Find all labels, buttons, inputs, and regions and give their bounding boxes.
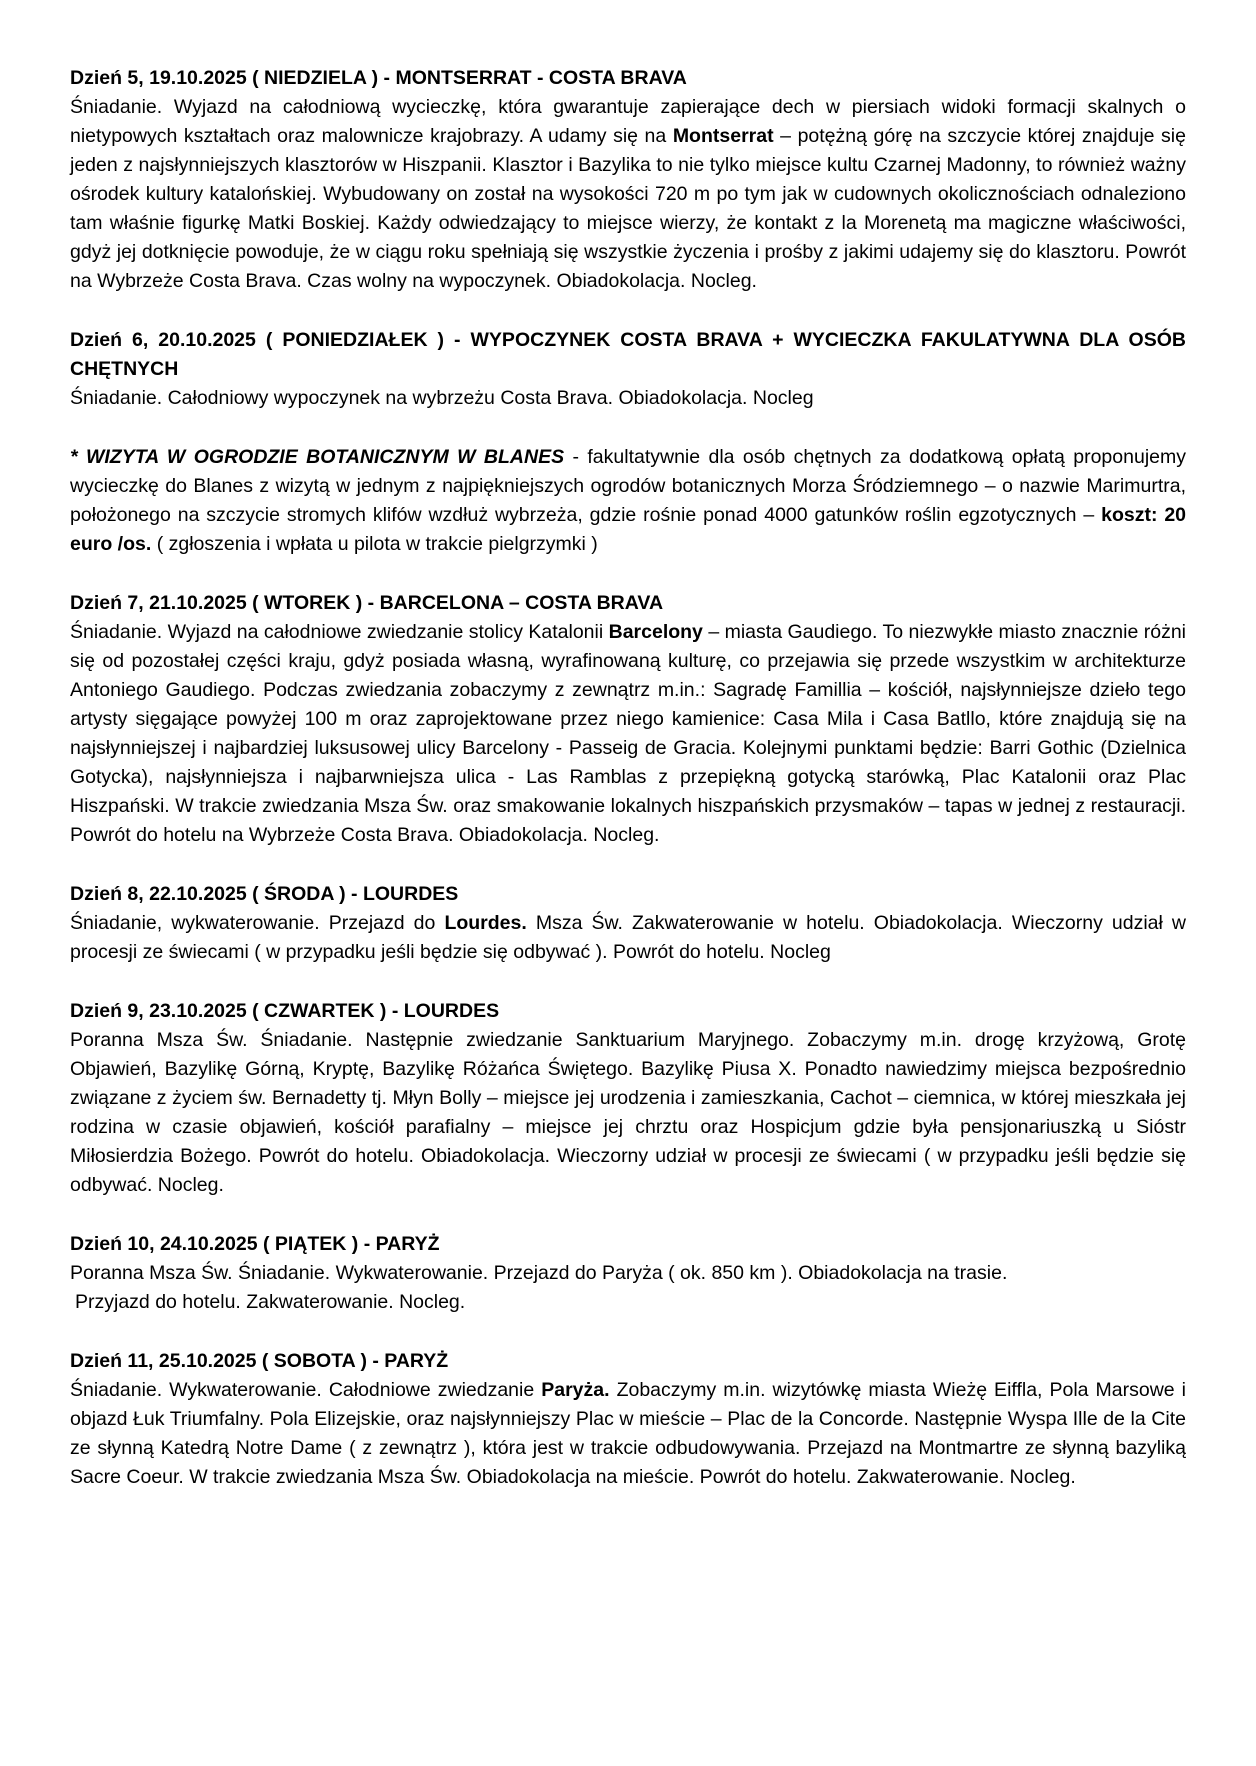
day-9-title: Dzień 9, 23.10.2025 ( CZWARTEK ) - LOURDES <box>70 1000 500 1022</box>
day-10-line-2: Przyjazd do hotelu. Zakwaterowanie. Nocleg. <box>75 1291 466 1313</box>
day-6-description: Śniadanie. Całodniowy wypoczynek na wybrzeżu Costa Brava. Obiadokolacja. Nocleg <box>70 387 814 409</box>
day-5-highlight: Montserrat <box>672 125 774 147</box>
day-7-text-c: – miasta Gaudiego. To niezwykłe miasto znacznie różni się od pozostałej części kraju, gdyż posiada własną, wyrafinowaną kulturę, co przejawia się przede wszystkim w architekturze Antoniego Gaudiego. Podczas zwiedzania zobaczymy z zewnątrz m.in.: Sagradę Famillia – kościół, najsłynniejsze dzieło tego artysty sięgające powyżej 100 m oraz zaprojektowane przez niego kamienice: Casa Mila i Casa Batllo, które znajdują się na najsłynniejszej i najbardziej luksusowej ulicy Barcelony - Passeig de Gracia. Kolejnymi punktami będzie: Barri Gothic (Dzielnica Gotycka), najsłynniejsza i najbarwniejsza ulica - Las Ramblas z przepiękną gotycką starówką, Plac Katalonii oraz Plac Hiszpański. W trakcie zwiedzania Msza Św. oraz smakowanie lokalnych hiszpańskich przysmaków – tapas w jednej z restauracji. Powrót do hotelu na Wybrzeże Costa Brava. Obiadokolacja. Nocleg. <box>70 621 1187 846</box>
day-7-description <box>70 618 1186 850</box>
day-6-optional-title: * WIZYTA W OGRODZIE BOTANICZNYM W BLANES <box>70 446 565 468</box>
day-11-text-c: Zobaczymy m.in. wizytówkę miasta Wieżę Eiffla, Pola Marsowe i objazd Łuk Triumfalny. Pola Elizejskie, oraz najsłynniejszy Plac w mieście – Plac de la Concorde. Następnie Wyspa Ille de la Cite ze słynną Katedrą Notre Dame ( z zewnątrz ), która jest w trakcie odbudowywania. Przejazd na Montmartre ze słynną bazyliką Sacre Coeur. W trakcie zwiedzania Msza Św. Obiadokolacja na mieście. Powrót do hotelu. Zakwaterowanie. Nocleg. <box>70 1379 1186 1488</box>
day-9-section <box>70 997 1186 1200</box>
day-5-title: Dzień 5, 19.10.2025 ( NIEDZIELA ) - MONTSERRAT - COSTA BRAVA <box>70 67 687 89</box>
day-11-text-a: Śniadanie. Wykwaterowanie. Całodniowe zwiedzanie <box>70 1379 542 1401</box>
itinerary-page <box>70 64 1186 1522</box>
day-11-description <box>70 1376 1186 1492</box>
day-5-description <box>70 93 1186 296</box>
day-7-highlight: Barcelony <box>608 621 703 643</box>
day-6-optional-note: ( zgłoszenia i wpłata u pilota w trakcie pielgrzymki ) <box>151 533 598 555</box>
day-10-line-1: Poranna Msza Św. Śniadanie. Wykwaterowanie. Przejazd do Paryża ( ok. 850 km ). Obiadokolacja na trasie. <box>70 1262 1008 1284</box>
day-8-text-a: Śniadanie, wykwaterowanie. Przejazd do <box>70 912 445 934</box>
day-11-title: Dzień 11, 25.10.2025 ( SOBOTA ) - PARYŻ <box>70 1350 449 1372</box>
day-5-text-a: Śniadanie. Wyjazd na całodniową wycieczkę, która gwarantuje zapierające dech w piersiach widoki formacji skalnych o nietypowych kształtach oraz malownicze krajobrazy. A udamy się na <box>70 96 1186 147</box>
day-7-section <box>70 589 1186 850</box>
day-7-text-a: Śniadanie. Wyjazd na całodniowe zwiedzanie stolicy Katalonii <box>70 621 609 643</box>
day-8-description <box>70 909 1186 967</box>
day-6-optional-trip <box>70 443 1186 559</box>
day-6-title: Dzień 6, 20.10.2025 ( PONIEDZIAŁEK ) - WYPOCZYNEK COSTA BRAVA + WYCIECZKA FAKULATYWNA DLA OSÓB CHĘTNYCH <box>70 329 1186 380</box>
day-6-optional-cost: koszt: 20 euro /os. <box>70 504 1187 555</box>
day-5-section <box>70 64 1186 296</box>
day-10-section <box>70 1230 1186 1317</box>
day-8-highlight: Lourdes. <box>444 912 527 934</box>
day-8-text-c: Msza Św. Zakwaterowanie w hotelu. Obiadokolacja. Wieczorny udział w procesji ze świecami ( w przypadku jeśli będzie się odbywać ). Powrót do hotelu. Nocleg <box>70 912 1186 963</box>
day-11-highlight: Paryża. <box>541 1379 610 1401</box>
day-8-section <box>70 880 1186 967</box>
day-9-description: Poranna Msza Św. Śniadanie. Następnie zwiedzanie Sanktuarium Maryjnego. Zobaczymy m.in. drogę krzyżową, Grotę Objawień, Bazylikę Górną, Kryptę, Bazylikę Różańca Świętego. Bazylikę Piusa X. Ponadto nawiedzimy miejsca bezpośrednio związane z życiem św. Bernadetty tj. Młyn Bolly – miejsce jej urodzenia i zamieszkania, Cachot – ciemnica, w której mieszkała jej rodzina w czasie objawień, kościół parafialny – miejsce jej chrztu oraz Hospicjum gdzie była pensjonariuszką u Sióstr Miłosierdzia Bożego. Powrót do hotelu. Obiadokolacja. Wieczorny udział w procesji ze świecami ( w przypadku jeśli będzie się odbywać. Nocleg. <box>70 1029 1186 1196</box>
day-6-section <box>70 326 1186 559</box>
day-6-optional-text: - fakultatywnie dla osób chętnych za dodatkową opłatą proponujemy wycieczkę do Blanes z wizytą w jednym z najpiękniejszych ogrodów botanicznych Morza Śródziemnego – o nazwie Marimurtra, położonego na szczycie stromych klifów wzdłuż wybrzeża, gdzie rośnie ponad 4000 gatunków roślin egzotycznych – <box>70 446 1186 526</box>
day-5-text-c: – potężną górę na szczycie której znajduje się jeden z najsłynniejszych klasztorów w Hiszpanii. Klasztor i Bazylika to nie tylko miejsce kultu Czarnej Madonny, to również ważny ośrodek kultury katalońskiej. Wybudowany on został na wysokości 720 m po tym jak w cudownych okolicznościach odnaleziono tam właśnie figurkę Matki Boskiej. Każdy odwiedzający to miejsce wierzy, że kontakt z la Morenetą ma magiczne właściwości, gdyż jej dotknięcie powoduje, że w ciągu roku spełniają się wszystkie życzenia i prośby z jakimi udajemy się do klasztoru. Powrót na Wybrzeże Costa Brava. Czas wolny na wypoczynek. Obiadokolacja. Nocleg. <box>70 125 1186 292</box>
day-11-section <box>70 1347 1186 1492</box>
day-7-title: Dzień 7, 21.10.2025 ( WTOREK ) - BARCELONA – COSTA BRAVA <box>70 592 664 614</box>
day-8-title: Dzień 8, 22.10.2025 ( ŚRODA ) - LOURDES <box>70 883 459 905</box>
day-10-title: Dzień 10, 24.10.2025 ( PIĄTEK ) - PARYŻ <box>70 1233 440 1255</box>
